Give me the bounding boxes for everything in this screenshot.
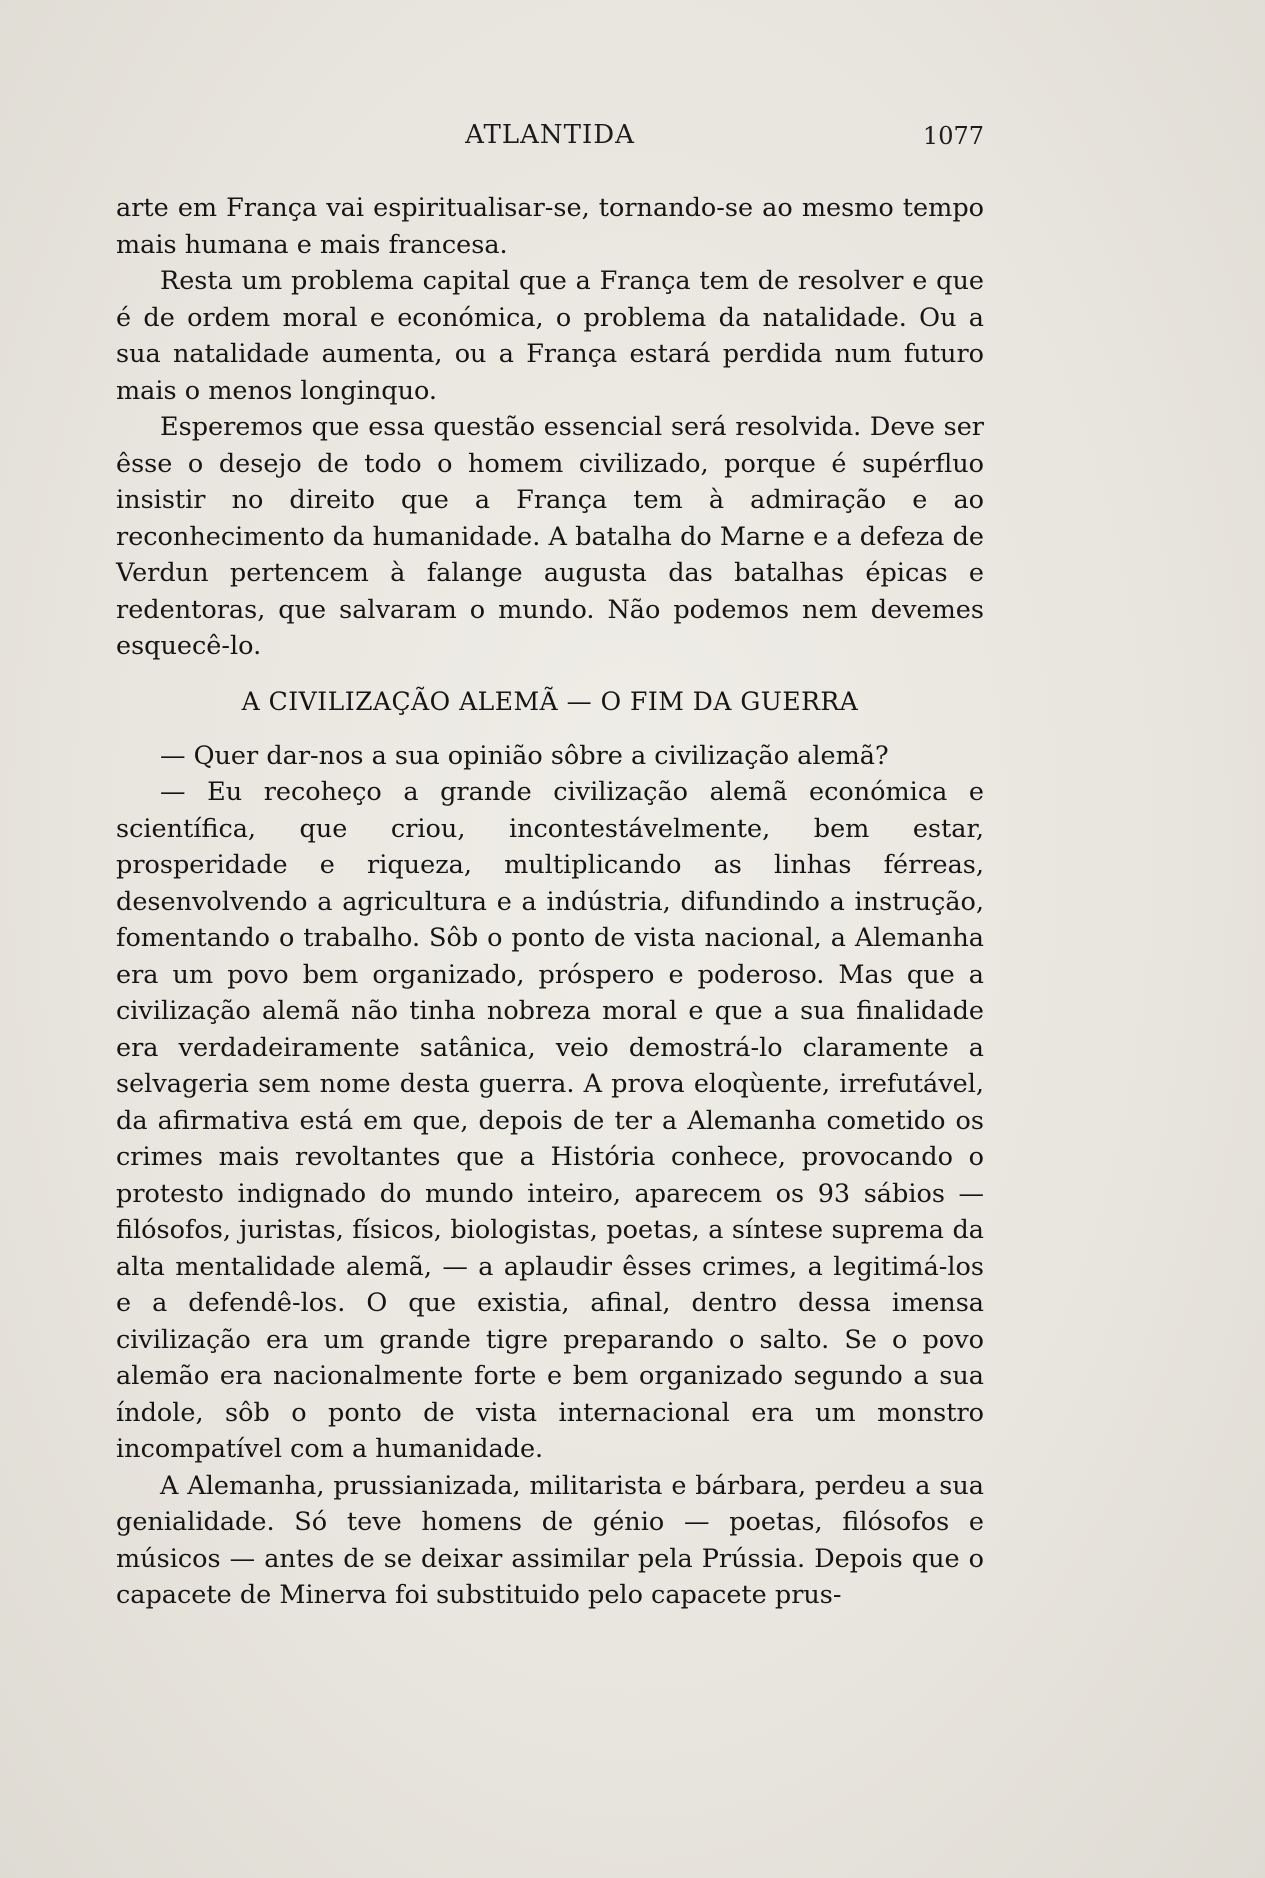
paragraph: Resta um problema capital que a França tem de resolver e que é de ordem moral e económica, o problema da natalidade. Ou a sua natalidade aumenta, ou a França estará perdida num futuro mais o menos longinquo. xyxy=(116,266,984,406)
paragraph: A Alemanha, prussianizada, militarista e bárbara, perdeu a sua genialidade. Só teve homens de génio — poetas, filósofos e músicos — antes de se deixar assimilar pela Prússia. Depois que o capacete de Minerva foi substituido pelo capacete prus- xyxy=(116,1470,984,1610)
paragraph: Esperemos que essa questão essencial será resolvida. Deve ser êsse o desejo de todo o homem civilizado, porque é supérfluo insistir no direito que a França tem à admiração e ao reconhecimento da humanidade. A batalha do Marne e a defeza de Verdun pertencem à falange augusta das batalhas épicas e redentoras, que salvaram o mundo. Não podemos nem devemes esquecê-lo. xyxy=(116,412,984,661)
paragraph: — Eu recoheço a grande civilização alemã económica e scientífica, que criou, incontestávelmente, bem estar, prosperidade e riqueza, multiplicando as linhas férreas, desenvolvendo a agricultura e a indústria, difundindo a instrução, fomentando o trabalho. Sôb o ponto de vista nacional, a Alemanha era um povo bem organizado, próspero e poderoso. Mas que a civilização alemã não tinha nobreza moral e que a sua finalidade era verdadeiramente satânica, veio demostrá-lo claramente a selvageria sem nome desta guerra. A prova eloqùente, irrefutável, da afirmativa está em que, depois de ter a Alemanha cometido os crimes mais revoltantes que a História conhece, provocando o protesto indignado do mundo inteiro, aparecem os 93 sábios — filósofos, juristas, físicos, biologistas, poetas, a síntese suprema da alta mentalidade alemã, — a aplaudir êsses crimes, a legitimá-los e a defendê-los. O que existia, afinal, dentro dessa imensa civilização era um grande tigre preparando o salto. Se o povo alemão era nacionalmente forte e bem organizado segundo a sua índole, sôb o ponto de vista internacional era um monstro incompatível com a humanidade. xyxy=(116,777,984,1464)
body-text xyxy=(116,190,984,1614)
paragraph: — Quer dar-nos a sua opinião sôbre a civilização alemã? xyxy=(160,740,889,771)
paragraph: arte em França vai espiritualisar-se, tornando-se ao mesmo tempo mais humana e mais francesa. xyxy=(116,193,984,260)
page-header xyxy=(116,120,984,160)
page-number: 1077 xyxy=(922,122,984,150)
section-heading: A CIVILIZAÇÃO ALEMÃ — O FIM DA GUERRA xyxy=(241,686,859,716)
running-title: ATLANTIDA xyxy=(465,120,635,150)
